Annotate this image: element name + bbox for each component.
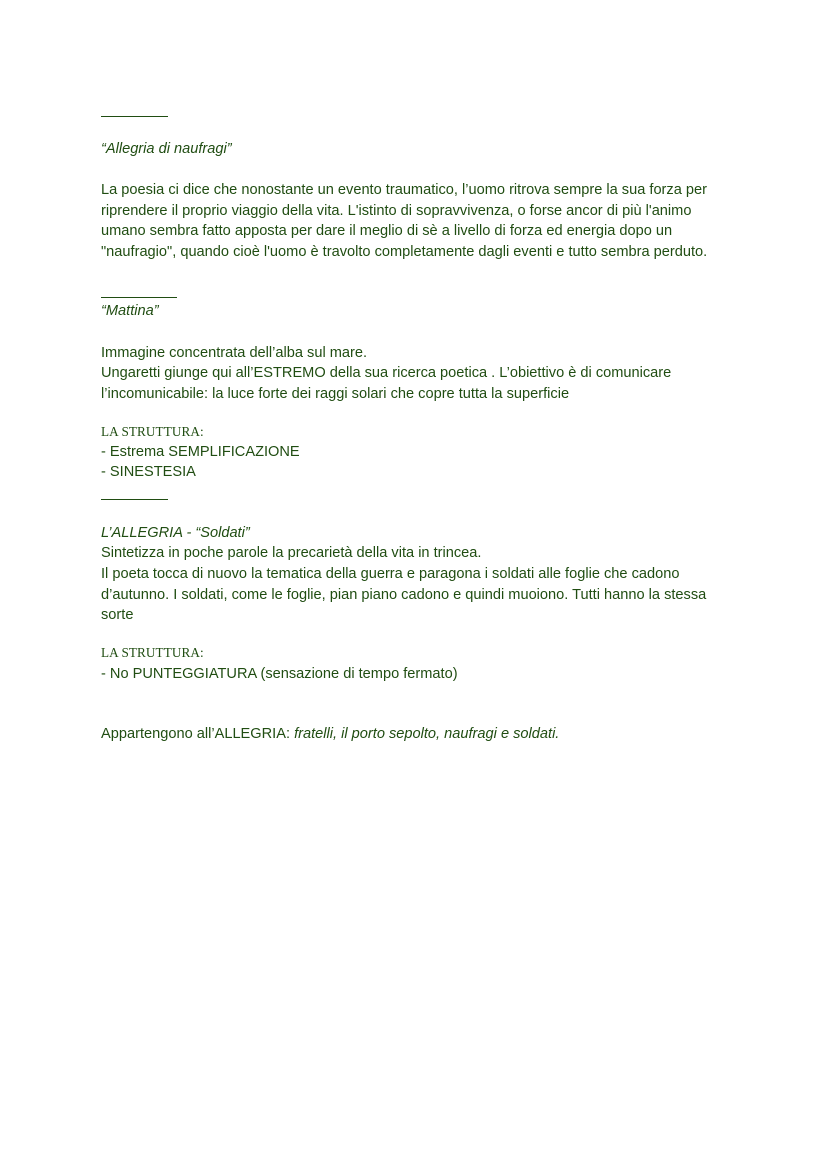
- paragraph-mattina: Ungaretti giunge qui all’ESTREMO della sua ricerca poetica . L’obiettivo è di comunicare l’incomunicabile: la luce forte dei raggi solari che copre tutta la superficie: [101, 365, 672, 402]
- poem-title-italic: “Soldati”: [195, 525, 250, 541]
- list-item: - SINESTESIA: [101, 464, 196, 480]
- poem-title-prefix: L’ALLEGRIA -: [101, 525, 196, 541]
- divider: [101, 116, 168, 117]
- list-item: - Estrema SEMPLIFICAZIONE: [101, 444, 300, 460]
- poem-title-soldati: [101, 523, 250, 544]
- poem-title-allegria-di-naufragi: “Allegria di naufragi”: [101, 141, 232, 157]
- paragraph-soldati: Il poeta tocca di nuovo la tematica della guerra e paragona i soldati alle foglie che cadono d’autunno. I soldati, come le foglie, pian piano cadono e quindi muoiono. Tutti hanno la stessa sorte: [101, 566, 707, 623]
- text-line: Immagine concentrata dell’alba sul mare.: [101, 345, 368, 361]
- paragraph-allegria-di-naufragi: La poesia ci dice che nonostante un evento traumatico, l’uomo ritrova sempre la sua forza per riprendere il proprio viaggio della vita. L'istinto di sopravvivenza, o forse ancor di più l'animo umano sembra fatto apposta per dare il meglio di sè a livello di forza ed energia dopo un "naufragio", quando cioè l'uomo è travolto completamente dagli eventi e tutto sembra perduto.: [101, 182, 708, 260]
- divider: [101, 297, 177, 298]
- text-line: Sintetizza in poche parole la precarietà della vita in trincea.: [101, 545, 482, 561]
- structure-heading: LA STRUTTURA:: [101, 424, 204, 439]
- footer-poem-list: fratelli, il porto sepolto, naufragi e soldati.: [294, 726, 560, 742]
- divider: [101, 499, 168, 500]
- structure-heading: LA STRUTTURA:: [101, 645, 204, 660]
- poem-title-mattina: “Mattina”: [101, 303, 159, 319]
- footer-prefix: Appartengono all’ALLEGRIA:: [101, 726, 295, 742]
- footer-line: [101, 724, 559, 745]
- list-item: - No PUNTEGGIATURA (sensazione di tempo fermato): [101, 666, 458, 682]
